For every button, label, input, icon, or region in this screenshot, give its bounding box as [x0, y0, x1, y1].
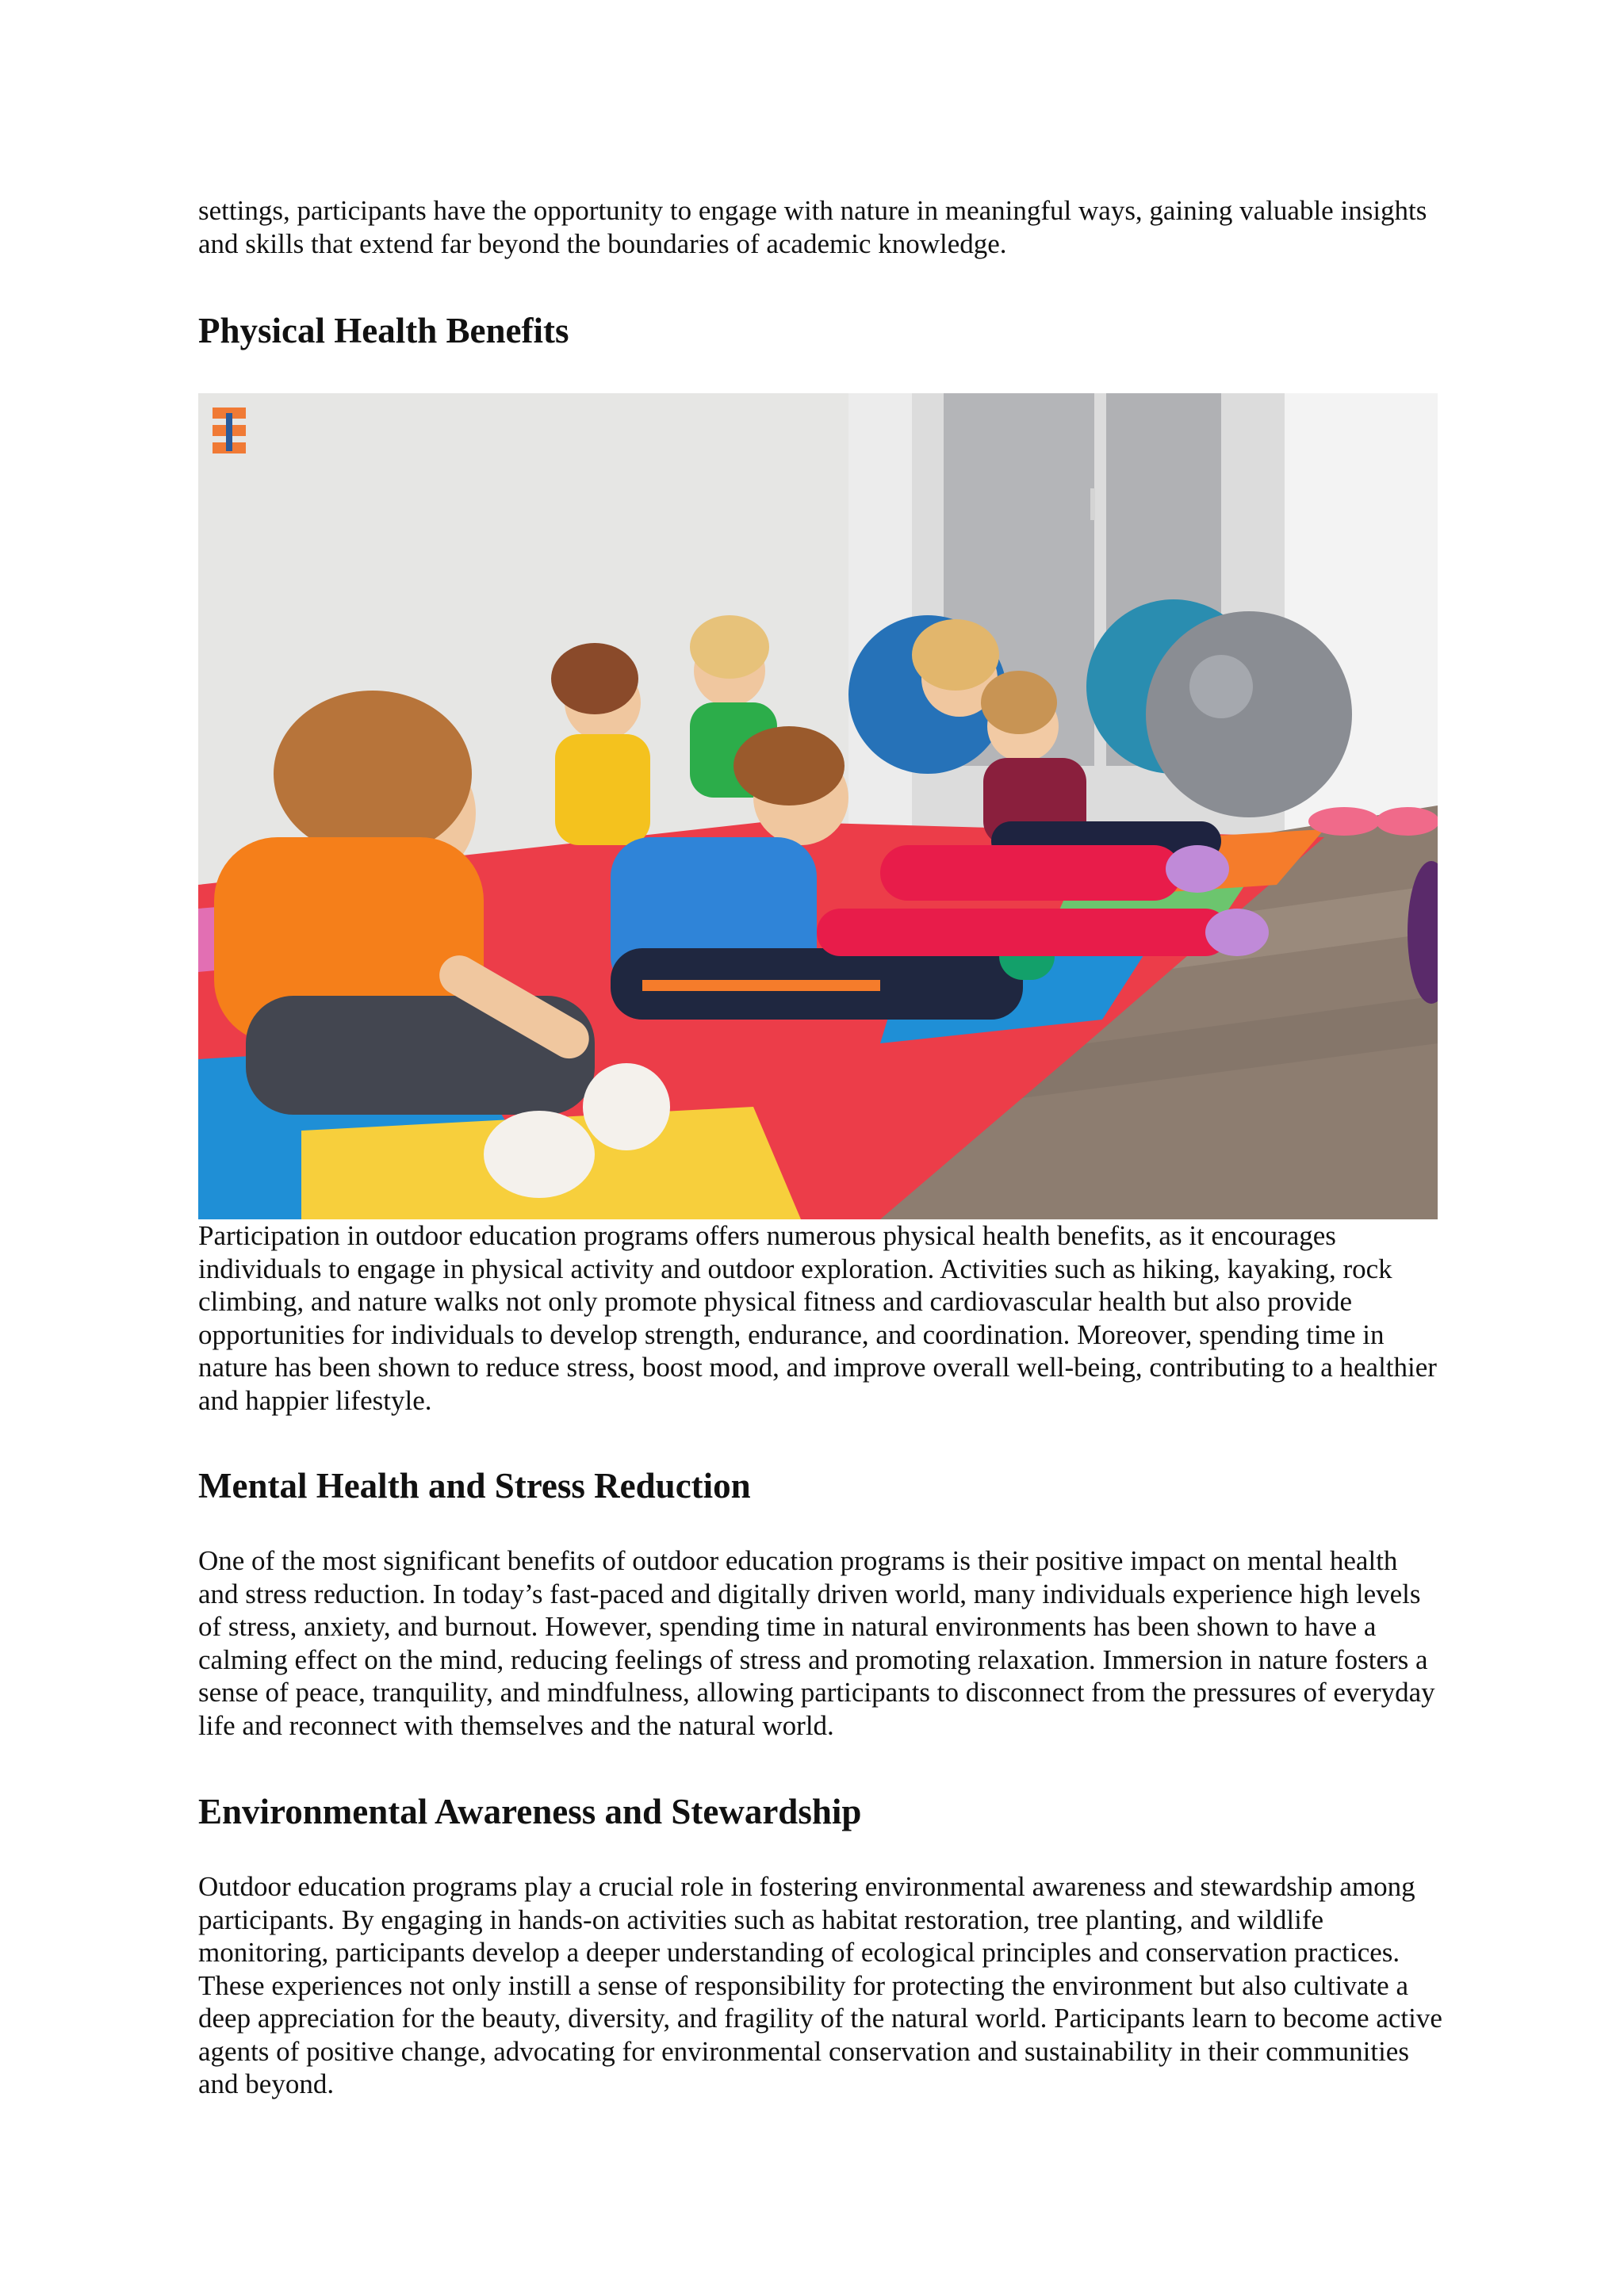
- physical-health-paragraph: Participation in outdoor education programs offers numerous physical health benefits, as it encourages individuals to engage in physical activity and outdoor exploration. Activities such as hiking, kayaking, rock climbing, and nature walks not only promote physical fitness and cardiovascular health but also provide opportunities for individuals to develop strength, endurance, and coordination. Moreover, spending time in nature has been shown to reduce stress, boost mood, and improve overall well-being, contributing to a healthier and happier lifestyle.: [198, 1220, 1437, 1416]
- heading-mental-health: Mental Health and Stress Reduction: [198, 1466, 751, 1506]
- mental-health-paragraph: One of the most significant benefits of outdoor education programs is their positive impact on mental health and stress reduction. In today’s fast-paced and digitally driven world, many individuals experience high levels of stress, anxiety, and burnout. However, spending time in natural environments has been shown to have a calming effect on the mind, reducing feelings of stress and promoting relaxation. Immersion in nature fosters a sense of peace, tranquility, and mindfulness, allowing participants to disconnect from the pressures of everyday life and reconnect with themselves and the natural world.: [198, 1545, 1435, 1741]
- children-stretching-photo: [198, 393, 1438, 1219]
- ball-silver: [1146, 611, 1352, 817]
- heading-environmental-awareness: Environmental Awareness and Stewardship: [198, 1792, 862, 1831]
- heading-physical-health: Physical Health Benefits: [198, 311, 569, 350]
- environmental-awareness-paragraph: Outdoor education programs play a crucial role in fostering environmental awareness and stewardship among participants. By engaging in hands-on activities such as habitat restoration, tree planting, and wildlife monitoring, participants develop a deeper understanding of ecological principles and conservation practices. These experiences not only instill a sense of responsibility for protecting the environment but also cultivate a deep appreciation for the beauty, diversity, and fragility of the natural world. Participants learn to become active agents of positive change, advocating for environmental conservation and sustainability in their communities and beyond.: [198, 1871, 1442, 2099]
- document-page: [198, 194, 1443, 2101]
- brand-logo-icon: [213, 408, 246, 453]
- intro-paragraph: settings, participants have the opportunity to engage with nature in meaningful ways, gaining valuable insights and skills that extend far beyond the boundaries of academic knowledge.: [198, 195, 1427, 259]
